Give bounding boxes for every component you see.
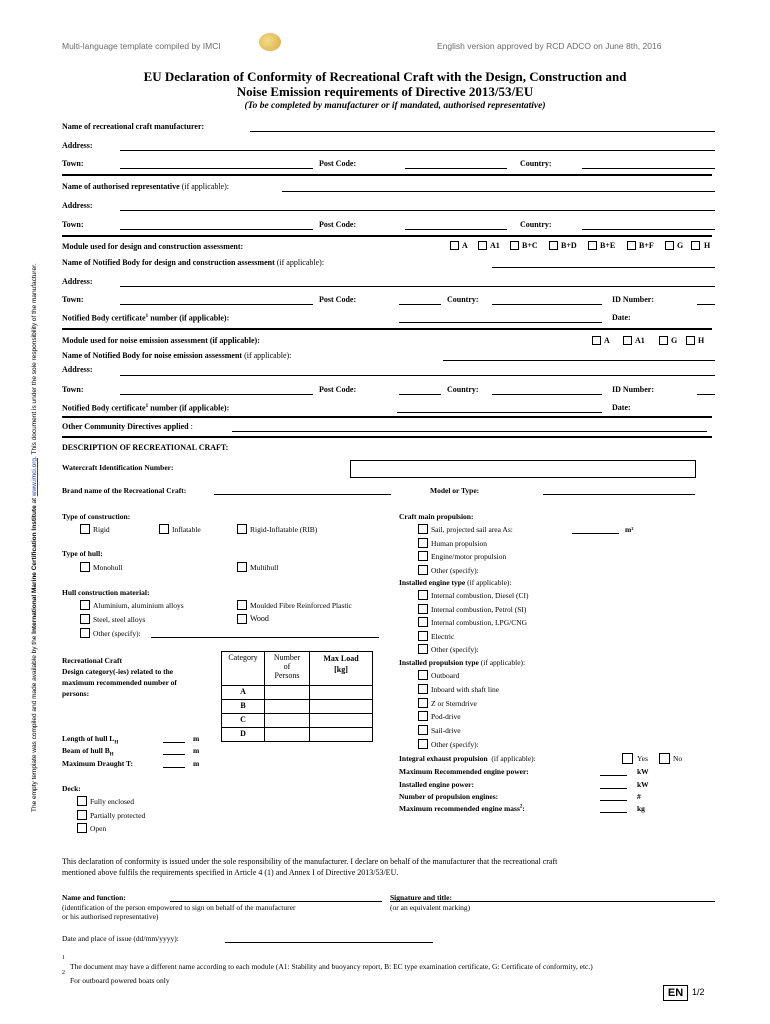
section-divider: [62, 436, 712, 438]
other-material-field[interactable]: [151, 637, 379, 638]
module-checkbox-a[interactable]: [450, 241, 459, 250]
title-line1: EU Declaration of Conformity of Recreational Craft with the Design, Construction and: [143, 69, 627, 84]
section-divider: [62, 328, 712, 330]
id-number-label: ID Number:: [612, 295, 654, 304]
sail-area-field[interactable]: [572, 533, 619, 534]
option-label: Rigid-Inflatable (RIB): [250, 525, 318, 534]
other-engine-checkbox[interactable]: [418, 644, 428, 654]
option-label: Moulded Fibre Reinforced Plastic: [250, 601, 352, 610]
pod-drive-checkbox[interactable]: [418, 711, 428, 721]
exhaust-no-checkbox[interactable]: [659, 753, 670, 764]
hull-title: Type of hull:: [62, 549, 103, 558]
persons-cell[interactable]: [265, 686, 310, 700]
aluminium-checkbox[interactable]: [80, 600, 90, 610]
module-checkbox-be[interactable]: [588, 241, 597, 250]
name-function-label: Name and function:: [62, 893, 126, 902]
max-mass-field[interactable]: [600, 812, 627, 813]
exhaust-label: Integral exhaust propulsion (if applicable):: [399, 754, 536, 763]
num-engines-label: Number of propulsion engines:: [399, 792, 499, 801]
notified-body-noise-label: Name of Notified Body for noise emission assessment (if applicable):: [62, 351, 292, 360]
country-label: Country:: [520, 159, 552, 168]
module-checkbox-bd[interactable]: [549, 241, 558, 250]
option-label: Other (specify):: [431, 566, 479, 575]
option-label: Sail-drive: [431, 726, 461, 735]
option-label: Other (specify):: [431, 740, 479, 749]
declaration-text: mentioned above fulfils the requirements specified in Article 4 (1) and Annex I of Directive 2013/53/EU.: [62, 868, 399, 877]
prop-type-title: Installed propulsion type (if applicable):: [399, 658, 526, 667]
design-category-label: maximum recommended number of: [62, 678, 177, 687]
frp-checkbox[interactable]: [237, 600, 247, 610]
town-label: Town:: [62, 159, 84, 168]
signature-field[interactable]: [390, 901, 715, 902]
noise-checkbox-g[interactable]: [659, 336, 668, 345]
diesel-checkbox[interactable]: [418, 590, 428, 600]
unit-label: #: [637, 792, 641, 801]
town-label: Town:: [62, 385, 84, 394]
option-label: Sail, projected sail area As:: [431, 525, 513, 534]
name-note: (identification of the person empowered to sign on behalf of the manufacturer: [62, 903, 296, 912]
address-field[interactable]: [120, 375, 715, 376]
yes-label: Yes: [637, 754, 648, 763]
category-a: A: [222, 686, 265, 700]
partially-protected-checkbox[interactable]: [77, 810, 87, 820]
name-note: or his authorised representative): [62, 912, 159, 921]
description-heading: DESCRIPTION OF RECREATIONAL CRAFT:: [62, 443, 229, 452]
side-note: The empty template was compiled and made available by the International Marine Certification Institute at www.imci.org. This document is under the sole responsibility of the manufacturer.: [31, 263, 38, 812]
num-engines-field[interactable]: [600, 800, 627, 801]
town-label: Town:: [62, 295, 84, 304]
other-prop-checkbox[interactable]: [418, 739, 428, 749]
category-b: B: [222, 700, 265, 714]
footnote-text: The document may have a different name according to each module (A1: Stability and buoyancy report, B: EC type examination certificate, G: Certificate of conformity, etc.): [70, 962, 593, 971]
model-field[interactable]: [543, 494, 695, 495]
multihull-checkbox[interactable]: [237, 562, 247, 572]
country-field[interactable]: [582, 168, 715, 169]
address-field[interactable]: [120, 286, 715, 287]
fully-enclosed-checkbox[interactable]: [77, 796, 87, 806]
unit-label: m²: [625, 525, 634, 534]
construction-title: Type of construction:: [62, 512, 131, 521]
monohull-checkbox[interactable]: [80, 562, 90, 572]
option-label: Aluminium, aluminium alloys: [93, 601, 184, 610]
name-function-field[interactable]: [170, 901, 382, 902]
other-directives-label: Other Community Directives applied :: [62, 422, 193, 431]
sterndrive-checkbox[interactable]: [418, 698, 428, 708]
exhaust-yes-checkbox[interactable]: [622, 753, 633, 764]
nb-certificate-label: Notified Body certificate$^1$ number (if applicable):: [62, 313, 230, 323]
town-field[interactable]: [120, 229, 313, 230]
module-label: B+C: [522, 241, 538, 250]
max-load-cell[interactable]: [310, 700, 373, 714]
address-field[interactable]: [120, 150, 715, 151]
beam-label: Beam of hull $B_H$: [62, 746, 114, 758]
module-label: B+D: [561, 241, 577, 250]
manufacturer-name-label: Name of recreational craft manufacturer:: [62, 122, 205, 131]
module-label: B+F: [639, 241, 654, 250]
length-field[interactable]: [163, 742, 185, 743]
rib-checkbox[interactable]: [237, 524, 247, 534]
module-checkbox-g[interactable]: [665, 241, 674, 250]
post-code-label: Post Code:: [319, 159, 357, 168]
other-material-checkbox[interactable]: [80, 628, 90, 638]
option-label: Other (specify):: [431, 645, 479, 654]
design-category-label: persons:: [62, 689, 90, 698]
town-field[interactable]: [120, 394, 313, 395]
module-checkbox-h[interactable]: [691, 241, 700, 250]
option-label: Internal combustion, Petrol (SI): [431, 605, 527, 614]
noise-checkbox-a[interactable]: [592, 336, 601, 345]
footnote-text: For outboard powered boats only: [70, 976, 170, 985]
town-field[interactable]: [120, 168, 313, 169]
module-checkbox-bc[interactable]: [510, 241, 519, 250]
option-label: Human propulsion: [431, 539, 488, 548]
option-label: Z or Sterndrive: [431, 699, 477, 708]
wood-checkbox[interactable]: [237, 614, 247, 624]
notified-body-design-label: Name of Notified Body for design and construction assessment (if applicable):: [62, 258, 325, 267]
section-divider: [62, 174, 712, 176]
model-label: Model or Type:: [430, 486, 480, 495]
persons-cell[interactable]: [265, 700, 310, 714]
installed-power-label: Installed engine power:: [399, 780, 474, 789]
declaration-text: This declaration of conformity is issued under the sole responsibility of the manufacturer. I declare on behalf of the manufacturer that the recreational craft: [62, 857, 558, 866]
design-category-table: [221, 651, 373, 742]
notified-body-noise-field[interactable]: [443, 360, 715, 361]
post-code-label: Post Code:: [319, 295, 357, 304]
address-field[interactable]: [120, 210, 715, 211]
wid-label: Watercraft Identification Number:: [62, 463, 174, 472]
post-code-label: Post Code:: [319, 220, 357, 229]
open-checkbox[interactable]: [77, 823, 87, 833]
module-label: H: [704, 241, 711, 250]
electric-checkbox[interactable]: [418, 631, 428, 641]
option-label: Internal combustion, Diesel (CI): [431, 591, 529, 600]
page-number: 1/2: [692, 987, 705, 997]
post-code-field[interactable]: [405, 168, 507, 169]
unit-label: m: [193, 734, 200, 743]
brand-label: Brand name of the Recreational Craft:: [62, 486, 187, 495]
nb-certificate-label: Notified Body certificate$^1$ number (if applicable):: [62, 403, 230, 413]
option-label: Partially protected: [90, 811, 146, 820]
wid-field[interactable]: [350, 460, 696, 478]
country-field[interactable]: [492, 394, 602, 395]
language-badge: EN: [663, 985, 688, 1001]
module-checkbox-a1[interactable]: [478, 241, 487, 250]
brand-field[interactable]: [214, 494, 391, 495]
unit-label: m: [193, 746, 200, 755]
address-label: Address:: [62, 365, 93, 374]
unit-label: kg: [637, 804, 645, 813]
option-label: Internal combustion, LPG/CNG: [431, 618, 528, 627]
draught-label: Maximum Draught T:: [62, 759, 133, 768]
engine-propulsion-checkbox[interactable]: [418, 551, 428, 561]
post-code-field[interactable]: [399, 394, 441, 395]
country-label: Country:: [520, 220, 552, 229]
lpg-checkbox[interactable]: [418, 617, 428, 627]
persons-cell[interactable]: [265, 714, 310, 728]
other-directives-field[interactable]: [232, 431, 707, 432]
address-label: Address:: [62, 201, 93, 210]
date-place-field[interactable]: [225, 942, 433, 943]
module-noise-label: Module used for noise emission assessment (if applicable):: [62, 336, 260, 345]
address-label: Address:: [62, 277, 93, 286]
header-right: English version approved by RCD ADCO on June 8th, 2016: [437, 41, 662, 51]
deck-title: Deck:: [62, 784, 81, 793]
header-left: Multi-language template compiled by IMCI: [62, 41, 221, 51]
notified-body-design-field[interactable]: [492, 267, 715, 268]
address-label: Address:: [62, 141, 93, 150]
id-number-label: ID Number:: [612, 385, 654, 394]
module-label: B+E: [600, 241, 616, 250]
footnote-number: 2: [62, 970, 65, 976]
post-code-label: Post Code:: [319, 385, 357, 394]
sail-checkbox[interactable]: [418, 524, 428, 534]
module-label: G: [671, 336, 678, 345]
option-label: Steel, steel alloys: [93, 615, 146, 624]
petrol-checkbox[interactable]: [418, 604, 428, 614]
imci-logo-icon: [259, 33, 281, 51]
option-label: Rigid: [93, 525, 110, 534]
authorised-rep-field[interactable]: [282, 191, 715, 192]
option-label: Outboard: [431, 671, 460, 680]
option-label: Open: [90, 824, 107, 833]
signature-label: Signature and title:: [390, 893, 452, 902]
option-label: Monohull: [93, 563, 123, 572]
module-label: A: [462, 241, 468, 250]
module-label: H: [698, 336, 705, 345]
post-code-field[interactable]: [399, 304, 441, 305]
nb-certificate-field[interactable]: [399, 322, 602, 323]
title-line2: Noise Emission requirements of Directive 2013/53/EU: [236, 84, 534, 99]
max-load-cell[interactable]: [310, 686, 373, 700]
design-category-label: Design category(-ies) related to the: [62, 667, 174, 676]
country-field[interactable]: [492, 304, 602, 305]
unit-label: m: [193, 759, 200, 768]
beam-field[interactable]: [163, 754, 185, 755]
human-propulsion-checkbox[interactable]: [418, 538, 428, 548]
persons-cell[interactable]: [265, 728, 310, 742]
country-label: Country:: [447, 295, 479, 304]
category-header: Category: [222, 652, 265, 686]
module-label: A1: [635, 336, 645, 345]
module-label: A: [604, 336, 610, 345]
module-design-label: Module used for design and construction assessment:: [62, 242, 244, 251]
max-load-cell[interactable]: [310, 714, 373, 728]
option-label: Other (specify):: [93, 629, 141, 638]
country-field[interactable]: [582, 229, 715, 230]
option-label: Inflatable: [172, 525, 201, 534]
inboard-checkbox[interactable]: [418, 684, 428, 694]
design-category-label: Recreational Craft: [62, 656, 123, 665]
post-code-field[interactable]: [405, 229, 507, 230]
section-divider: [62, 416, 712, 418]
town-label: Town:: [62, 220, 84, 229]
signature-note: (or an equivalent marking): [390, 903, 471, 912]
material-title: Hull construction material:: [62, 588, 150, 597]
date-label: Date:: [612, 403, 631, 412]
id-number-field[interactable]: [697, 304, 715, 305]
module-label: G: [677, 241, 684, 250]
max-power-field[interactable]: [600, 775, 627, 776]
date-place-label: Date and place of issue (dd/mm/yyyy):: [62, 934, 179, 943]
option-label: Inboard with shaft line: [431, 685, 500, 694]
installed-power-field[interactable]: [600, 788, 627, 789]
unit-label: kW: [637, 780, 649, 789]
option-label: Pod-drive: [431, 712, 461, 721]
sail-drive-checkbox[interactable]: [418, 725, 428, 735]
country-label: Country:: [447, 385, 479, 394]
unit-label: kW: [637, 767, 649, 776]
option-label: Wood: [250, 614, 269, 623]
length-label: Length of hull $L_H$: [62, 734, 119, 746]
propulsion-title: Craft main propulsion:: [399, 512, 474, 521]
nb-certificate-field[interactable]: [397, 412, 602, 413]
option-label: Multihull: [250, 563, 279, 572]
option-label: Electric: [431, 632, 455, 641]
outboard-checkbox[interactable]: [418, 670, 428, 680]
engine-type-title: Installed engine type (if applicable):: [399, 578, 512, 587]
noise-checkbox-a1[interactable]: [623, 336, 632, 345]
steel-checkbox[interactable]: [80, 614, 90, 624]
option-label: Engine/motor propulsion: [431, 552, 507, 561]
title-subtitle: (To be completed by manufacturer or if mandated, authorised representative): [244, 101, 546, 111]
option-label: Fully enclosed: [90, 797, 134, 806]
persons-header: Number of Persons: [265, 652, 310, 686]
other-propulsion-checkbox[interactable]: [418, 565, 428, 575]
town-field[interactable]: [120, 304, 313, 305]
manufacturer-name-field[interactable]: [250, 131, 715, 132]
max-load-header: Max Load [kg]: [310, 652, 373, 686]
date-label: Date:: [612, 313, 631, 322]
max-power-label: Maximum Recommended engine power:: [399, 767, 529, 776]
rigid-checkbox[interactable]: [80, 524, 90, 534]
footnote-number: 1: [62, 955, 65, 961]
category-d: D: [222, 728, 265, 742]
noise-checkbox-h[interactable]: [686, 336, 695, 345]
id-number-field[interactable]: [697, 394, 715, 395]
module-label: A1: [490, 241, 500, 250]
category-c: C: [222, 714, 265, 728]
section-divider: [62, 235, 712, 237]
draught-field[interactable]: [163, 767, 185, 768]
inflatable-checkbox[interactable]: [159, 524, 169, 534]
authorised-rep-label: Name of authorised representative (if applicable):: [62, 182, 229, 191]
no-label: No: [673, 754, 683, 763]
max-mass-label: Maximum recommended engine mass$^2$:: [399, 804, 525, 813]
module-checkbox-bf[interactable]: [627, 241, 636, 250]
max-load-cell[interactable]: [310, 728, 373, 742]
